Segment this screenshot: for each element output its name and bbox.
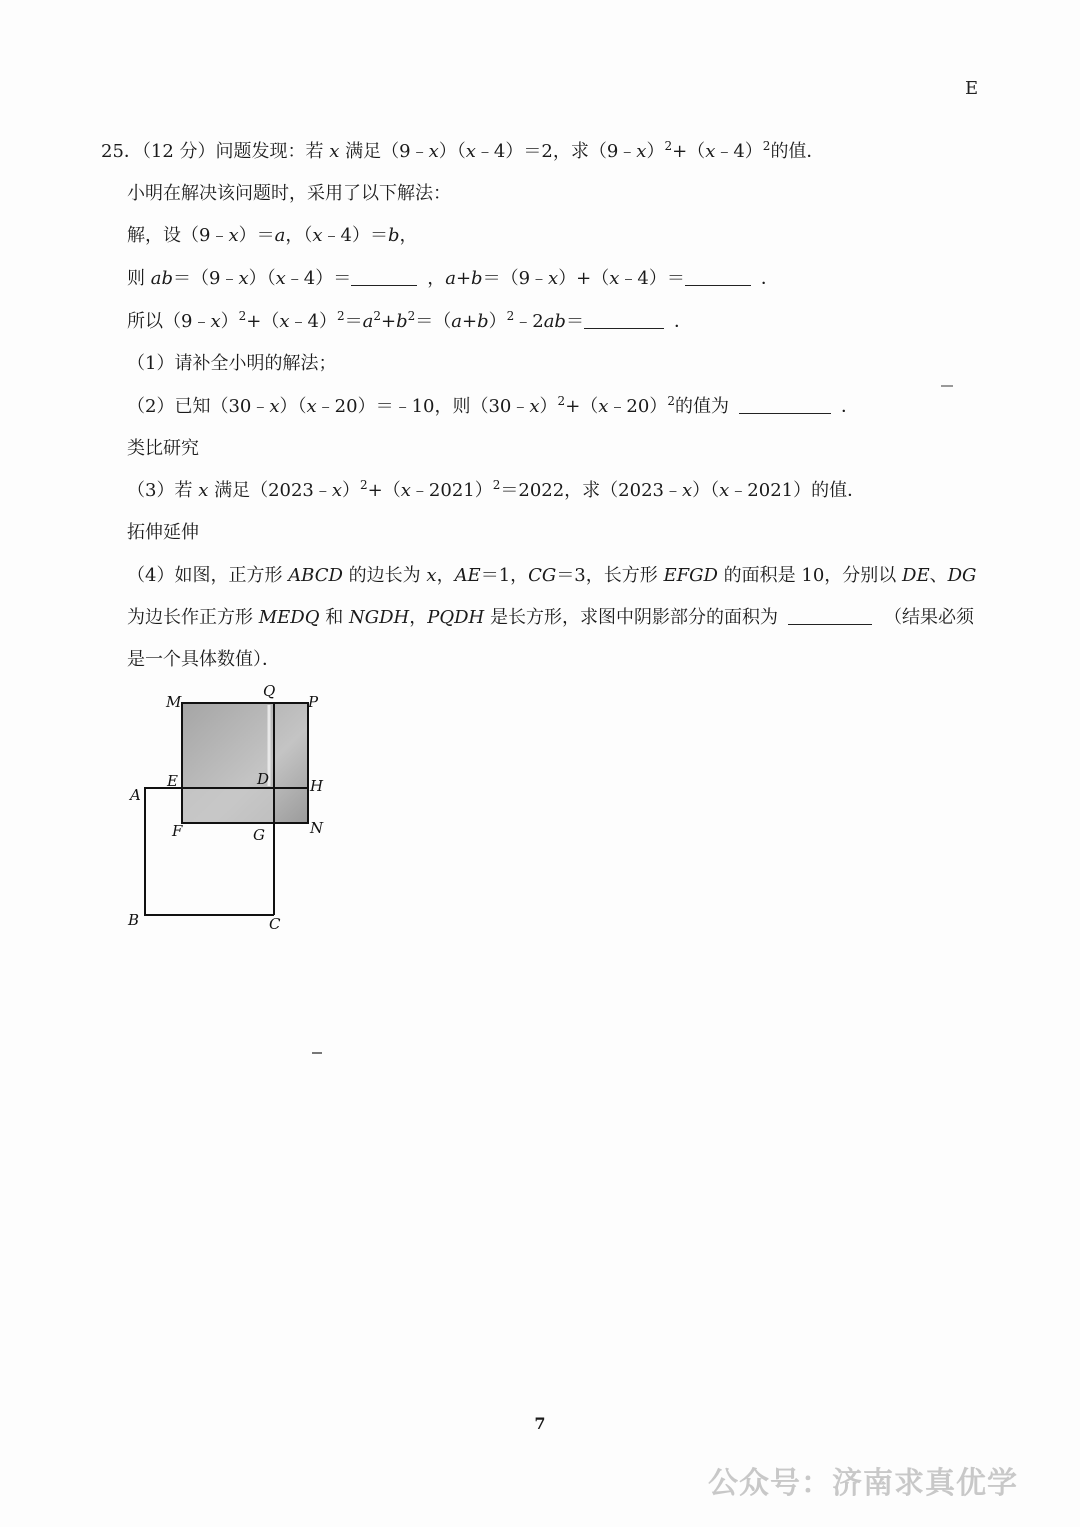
method-line: 小明在解决该问题时，采用了以下解法： — [127, 183, 451, 204]
geometry-figure — [120, 680, 340, 940]
part-4-line-3: 是一个具体数值）． — [127, 649, 280, 670]
label-g: G — [253, 826, 265, 844]
part-2: （2）已知（30﹣x）（x﹣20）＝﹣10，则（30﹣x）$^2$+（x﹣20）$^2$的值为 ． — [127, 394, 859, 417]
page-number: 7 — [534, 1414, 546, 1433]
corner-mark: E — [965, 78, 979, 99]
answer-blank-ab[interactable] — [351, 267, 417, 286]
answer-blank-sum-squares[interactable] — [584, 310, 664, 329]
rectangle-efgd — [182, 788, 274, 823]
scan-mark — [941, 385, 953, 387]
section-analogy: 类比研究 — [127, 438, 199, 459]
watermark-text: 公众号：济南求真优学 — [708, 1466, 1018, 1501]
label-d: D — [257, 770, 270, 788]
label-p: P — [308, 693, 319, 711]
solution-so: 所以$(9﹣x)^2+(x﹣4)^2=a^2+b^2=(a+b)^2﹣2ab=$ ． — [127, 309, 692, 332]
answer-blank-part4[interactable] — [788, 606, 872, 625]
label-m: M — [166, 693, 182, 711]
label-e: E — [167, 772, 178, 790]
label-f: F — [172, 822, 183, 840]
section-extension: 拓伸延伸 — [127, 522, 199, 543]
label-h: H — [310, 777, 324, 795]
scan-mark — [312, 1052, 322, 1054]
part-4-line-2: 为边长作正方形 MEDQ 和 NGDH，PQDH 是长方形，求图中阴影部分的面积为 （结果必须 — [127, 607, 974, 628]
label-q: Q — [263, 682, 276, 700]
solution-then: 则 ab＝（9﹣x）（x﹣4）＝ ，a+b＝（9﹣x）+（x﹣4）＝ ． — [127, 268, 779, 289]
answer-blank-a-plus-b[interactable] — [685, 267, 751, 286]
label-a: A — [130, 786, 141, 804]
part-4-line-1: （4）如图，正方形 ABCD 的边长为 x，AE＝1，CG＝3，长方形 EFGD 的面积是 10，分别以 DE、DG — [127, 565, 977, 586]
part-3: （3）若 x 满足（2023﹣x）$^2$+（x﹣2021）$^2$＝2022，求（2023﹣x）（x﹣2021）的值． — [127, 478, 866, 501]
part-1: （1）请补全小明的解法； — [127, 353, 337, 374]
solution-setup: 解，设（9﹣x）＝a，（x﹣4）＝b， — [127, 225, 418, 246]
answer-blank-part2[interactable] — [739, 395, 831, 414]
question-header: 25．（12 分）问题发现：若 x 满足（9﹣x）（x﹣4）＝2，求（9﹣x）$^2$+（x﹣4）$^2$的值． — [101, 139, 825, 162]
label-b: B — [128, 911, 140, 929]
label-n: N — [310, 819, 324, 837]
label-c: C — [269, 915, 281, 933]
